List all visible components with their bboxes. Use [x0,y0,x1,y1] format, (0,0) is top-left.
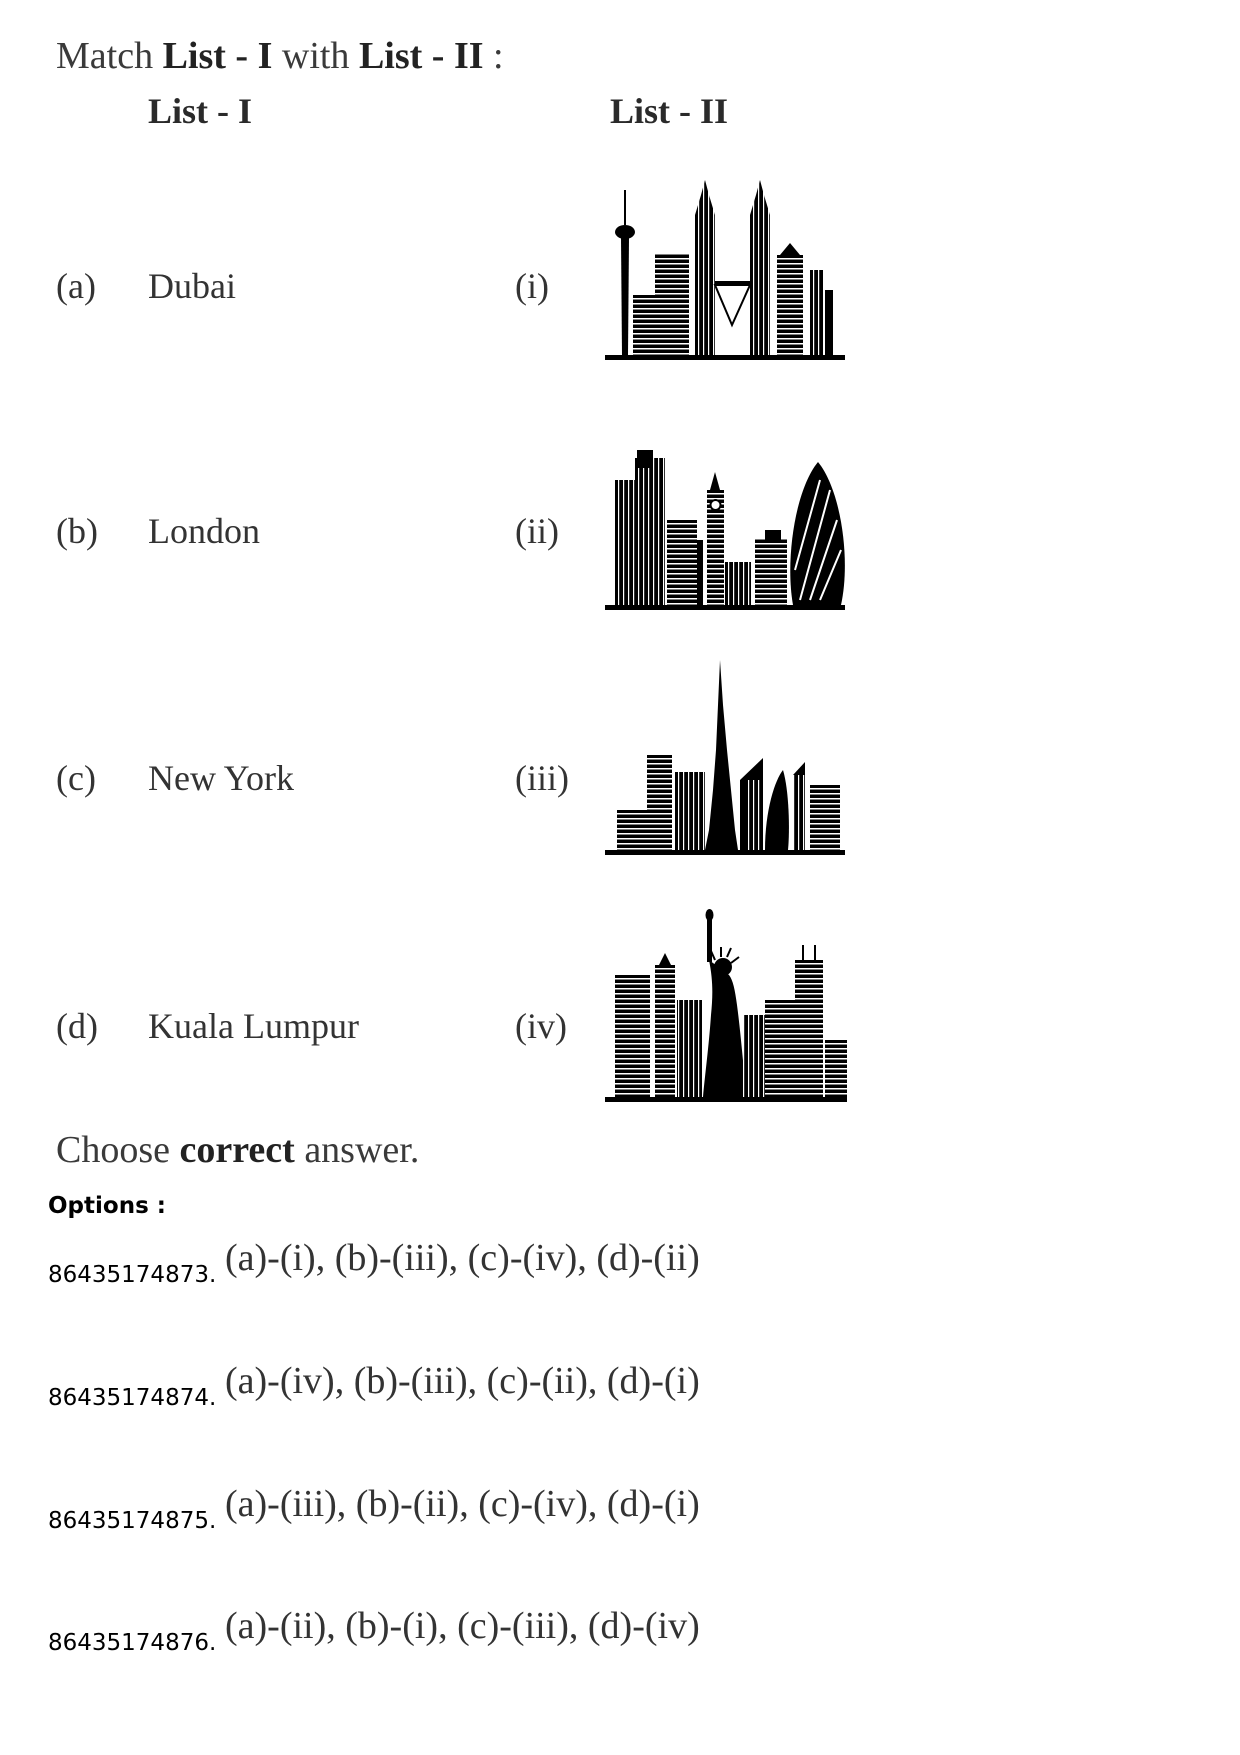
instruction-text [56,1128,419,1172]
row-b-roman: (ii) [515,511,559,551]
instruction-suffix: answer. [294,1129,420,1171]
option-3-id: 86435174875. [48,1508,217,1534]
row-a-roman: (i) [515,266,549,306]
row-c-roman: (iii) [515,758,569,798]
list1-header: List - I [148,91,253,131]
heading-list2: List - II [358,35,484,77]
row-b-city: London [148,511,260,551]
option-1-text[interactable]: (a)-(i), (b)-(iii), (c)-(iv), (d)-(ii) [225,1237,700,1279]
option-4-id: 86435174876. [48,1630,217,1656]
row-d-letter: (d) [56,1006,98,1046]
option-4-text[interactable]: (a)-(ii), (b)-(i), (c)-(iii), (d)-(iv) [225,1605,700,1647]
new-york-skyline-image [605,905,850,1105]
row-a-letter: (a) [56,266,96,306]
kuala-lumpur-skyline-image [605,175,850,365]
question-heading [56,34,504,78]
option-1-id: 86435174873. [48,1262,217,1288]
instruction-bold: correct [179,1129,295,1171]
heading-prefix: Match [56,35,163,77]
row-c-city: New York [148,758,295,798]
list2-header: List - II [610,91,729,131]
options-label: Options : [48,1193,166,1219]
instruction-prefix: Choose [56,1129,180,1171]
heading-list1: List - I [162,35,273,77]
heading-suffix: : [483,35,504,77]
london-skyline-image [605,450,850,615]
row-d-city: Kuala Lumpur [148,1006,359,1046]
row-b-letter: (b) [56,511,98,551]
option-2-text[interactable]: (a)-(iv), (b)-(iii), (c)-(ii), (d)-(i) [225,1360,700,1402]
option-2-id: 86435174874. [48,1385,217,1411]
option-3-text[interactable]: (a)-(iii), (b)-(ii), (c)-(iv), (d)-(i) [225,1483,700,1525]
dubai-skyline-image [605,660,850,860]
row-d-roman: (iv) [515,1006,567,1046]
row-a-city: Dubai [148,266,236,306]
heading-mid: with [272,35,359,77]
row-c-letter: (c) [56,758,96,798]
